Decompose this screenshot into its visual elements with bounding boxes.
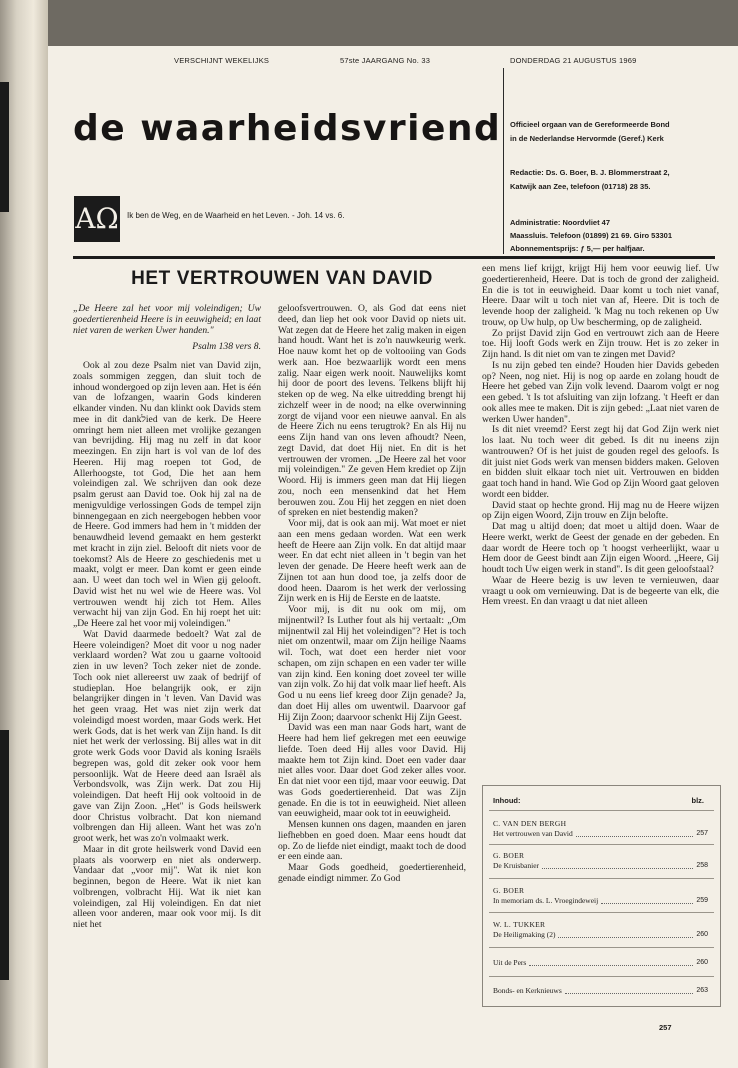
toc-item[interactable] — [493, 986, 708, 996]
organ-line-2: in de Nederlandse Hervormde (Geref.) Kerk — [510, 134, 664, 143]
toc-page: 257 — [696, 830, 708, 837]
toc-label: Inhoud: — [493, 796, 521, 805]
newspaper-page — [48, 46, 738, 1068]
paragraph: Zo prijst David zijn God en vertrouwt zich aan de Heere toe. Hij looft Gods werk en Zijn trouw. Het is zo zeker in Zijn hand. Is dit niet om van te zingen met David? — [482, 327, 719, 360]
toc-item[interactable] — [493, 886, 708, 906]
toc-title: De Kruisbanier — [493, 861, 540, 870]
toc-title: Bonds- en Kerknieuws — [493, 986, 562, 995]
toc-page: 259 — [696, 897, 708, 904]
spine-bar-bottom — [0, 730, 9, 980]
toc-page: 260 — [696, 931, 708, 938]
article-column-3 — [482, 264, 719, 608]
toc-title: Uit de Pers — [493, 958, 527, 967]
toc-item[interactable] — [493, 819, 708, 839]
article-title: HET VERTROUWEN VAN DAVID — [131, 268, 433, 289]
admin-line-1: Administratie: Noordvliet 47 — [510, 218, 611, 227]
toc-author: W. L. TUKKER — [493, 920, 546, 929]
toc-page: 258 — [696, 862, 708, 869]
toc-author: G. BOER — [493, 851, 525, 860]
toc-header — [493, 796, 710, 805]
epigraph-reference: Psalm 138 vers 8. — [192, 341, 261, 353]
masthead-title: de waarheidsvriend — [73, 108, 502, 149]
paragraph: geloofsvertrouwen. O, als God dat eens niet deed, dan liep het ook voor David op niets uit. Wat zegen dat de Heere het zalig maken in eigen hand houdt. Want het is zo'n nauwkeurig werk. Hoe nauw komt het op de voltooiing van Gods werk aan. Hoe bezwaarlijk wordt een mens zalig. Naar eigen werk nooit. Nauwelijks komt hij door de poort des levens. Telkens blijft hij steken op de weg. Na elke uitredding brengt hij zichzelf weer in de nood; na elke overwinning zorgt de vijand voor een nieuwe aanval. En als de Heere Zich nu eens terugtrok? En als Hij nu eens Zijn hand van ons leven afhoudt? Neen, zegt David, dat doet Hij niet. En dit is het vertrouwen der vromen. „De Heere zal het voor mij voleindigen." Ze geven Hem krediet op Zijn Woord. Hij is immers geen man dat Hij liegen zou, noch een mensenkind dat het Hem berouwen zou. Zou Hij het zeggen en niet doen of spreken en niet bestendig maken? — [278, 303, 466, 519]
toc-author: G. BOER — [493, 886, 525, 895]
toc-divider — [489, 976, 714, 977]
page-number: 257 — [659, 1023, 672, 1032]
redactie-line-2: Katwijk aan Zee, telefoon (01718) 28 35. — [510, 182, 651, 191]
paragraph: een mens lief krijgt, krijgt Hij hem voor eeuwig lief. Uw goedertierenheid, Heere. Dat is toch de grond der zaligheid. En die is tot in eeuwigheid. Daar komt u toch niet vanaf, Heere. Daar wilt u toch niet van af, Heere. Dit is toch de levende hoop der zaligheid. 'k Mag nu toch rekenen op Uw trouw, op Uw hulp, op Uw bescherming, op de zaligheid. — [482, 263, 719, 328]
paragraph: Waar de Heere bezig is uw leven te vernieuwen, daar vraagt u ook om vernieuwing. Dat is de begeerte van elk, die Hem vreest. En dan vraagt u dat niet alleen — [482, 574, 719, 608]
header-frequency: VERSCHIJNT WEKELIJKS — [174, 56, 270, 65]
paragraph: Ook al zou deze Psalm niet van David zijn, zoals sommigen zeggen, dan sluit toch de inhoud wondergoed op zijn leven aan. Het is één van de lofzangen, waarin Gods kinderen elkander vinden. Nu dan klinkt ook Davids stem mee in dit dankלied van de kerk. De Heere omringt hem niet alleen met vrolijke gezangen van bevrijding. Hij mag nu zelf in dat koor meezingen. En zijn hart is vol van de lof des Heeren. Hij mag roepen tot God, de Allerhoogste, tot God, Die het aan hem voleindigen zal. We schrijven dan ook deze psalm gerust aan David toe. Ook hij zal na de menigvuldige verlossingen Gods de tempel zijn binnengegaan en zich neergebogen hebben voor de Heere. God immers had hem in 't midden der benauwdheid levend gemaakt en hem gesterkt met kracht in zijn ziel. Belooft dit niets voor de toekomst? Als de Heere zo geschiedenis met u maakt, volgt er meer. Dan komt er geen einde aan. U weet dan toch wel in Wien gij gelooft. David wist het nu wel wie de Heere was. Vol vertrouwen wendt hij zich tot Hem. Alles verwacht hij van zijn God. En hij roept het uit: „De Heere zal het voor mij voleindigen." — [73, 360, 261, 629]
toc-page: 263 — [696, 987, 708, 994]
toc-title: De Heiligmaking (2) — [493, 930, 556, 939]
article-column-2 — [278, 304, 466, 885]
toc-divider — [489, 810, 714, 811]
binding-spine — [0, 0, 48, 1068]
toc-divider — [489, 947, 714, 948]
paragraph: Mensen kunnen ons dagen, maanden en jaren liefhebben en goed doen. Maar eens houdt dat op. Zo de liefde niet eindigt, maakt toch de dood er een einde aan. — [278, 819, 466, 863]
article-column-1 — [73, 304, 261, 931]
organ-line-1: Officieel orgaan van de Gereformeerde Bond — [510, 120, 670, 129]
toc-title: In memoriam ds. L. Vroegindeweij — [493, 896, 599, 905]
header-volume: 57ste JAARGANG No. 33 — [340, 56, 431, 65]
paragraph: Maar Gods goedheid, goedertierenheid, genade eindigt nimmer. Zo God — [278, 862, 466, 884]
paragraph: Wat David daarmede bedoelt? Wat zal de Heere voleindigen? Moet dit voor u nog nader verklaard worden? Wat zou u gaarne voltooid zien in uw leven? Toch zeker niet de zonde. Toch ook niet allereerst uw zaak of bedrijf of studieplan. Hoe belangrijk ook, er zijn belangrijker dingen in 't leven. Van David was het geen vraag. Het was niet zijn werk dat voleindigd moest worden, maar Gods werk. Het werk Gods, dat is het werk van Zijn hand. Is dit niet het werk der verlossing. Bij alles wat in dit grote werk Gods voor David als koning Israëls begrepen was, gold dit zeker ook voor hem persoonlijk. Wat de Heere deed aan Israël als Verbondsvolk, was Zijn werk. Dat zou Hij voleindigen. Dat heeft Hij ook voltooid in de gave van Zijn Zoon. „Het" is Gods heilswerk door Christus volbracht. Dat kon niemand volbrengen dan Hij alleen. Want het was zo'n groot werk, het was zo'n volmaakt werk. — [73, 628, 261, 844]
admin-line-2: Maassluis. Telefoon (01899) 21 69. Giro 53301 — [510, 231, 673, 240]
toc-item[interactable] — [493, 958, 708, 968]
paragraph: David staat op hechte grond. Hij mag nu de Heere wijzen op Zijn eigen Woord, Zijn trouw en Zijn belofte. — [482, 499, 719, 522]
paragraph: Voor mij, is dit nu ook om mij, om mijnentwil? Is Luther fout als hij vertaalt: „Om mijnentwil zal Hij het voleindigen"? Het is toch niet om onzentwil, maar om Zijn heilige Naams wil. Toch, wat doet een herder niet voor schapen, om zijn schapen en een vader ter wille van zijn kind. Een koning doet zoveel ter wille van zijn volk. Zo hij dat volk maar lief heeft. Als God u nu eens lief kreeg door Zijn genade? Ja, dan doet Hij alles om uwentwil. Daarvoor gaf Hij Zijn Zoon; daarvoor schenkt Hij Zijn Geest. — [278, 604, 466, 723]
masthead-motto: Ik ben de Weg, en de Waarheid en het Leven. - Joh. 14 vs. 6. — [127, 211, 345, 220]
epigraph-quote: „De Heere zal het voor mij voleindigen; Uw goedertierenheid Heere is in eeuwigheid; en laat niet varen de werken Uwer handen." — [73, 303, 261, 336]
toc-divider — [489, 878, 714, 879]
toc-item[interactable] — [493, 920, 708, 940]
header-date: DONDERDAG 21 AUGUSTUS 1969 — [510, 56, 637, 65]
spine-bar-top — [0, 82, 9, 212]
toc-author: C. VAN DEN BERGH — [493, 819, 567, 828]
masthead-divider — [503, 68, 504, 254]
toc-page: 260 — [696, 959, 708, 966]
toc-title: Het vertrouwen van David — [493, 829, 573, 838]
paragraph: Voor mij, dat is ook aan mij. Wat moet er niet aan een mens gedaan worden. Wat een werk heeft de Heere aan Zijn volk. En dat altijd maar weer. En dat echt niet alleen in 't begin van het leven der genade. De Heere heeft werk aan de Zijnen tot aan hun dood toe, ja zelfs door de dood heen. Daarom is het werk der verlossing Zijn werk en is Hij de Eerste en de laatste. — [278, 518, 466, 605]
table-of-contents — [482, 785, 721, 1007]
paragraph: Dat mag u altijd doen; dat moet u altijd doen. Waar de Heere werkt, werkt de Geest der genade en der gebeden. En daar wordt de Heere toch op 't hoogst verheerlijkt, waar u Hem door de Geest bindt aan Zijn eigen Woord. „Heere, Gij houdt toch Uw eigen werk in stand". Is dit geen geloofstaal? — [482, 521, 719, 575]
redactie-line-1: Redactie: Ds. G. Boer, B. J. Blommerstraat 2, — [510, 168, 670, 177]
alpha-omega-logo: ΑΩ — [74, 196, 120, 242]
toc-item[interactable] — [493, 851, 708, 871]
paragraph: Maar in dit grote heilswerk vond David een plaats als voorwerp en niet als onderwerp. Vandaar dat „voor mij". Wat ik niet kon beginnen, begon de Heere. Wat ik niet kan volbrengen, volbracht Hij. Wat ik niet kan voleindigen, zal Hij voleindigen. En dat niet alleen voor anderen, maar ook voor mij. Is dit niet het — [73, 843, 261, 930]
toc-divider — [489, 844, 714, 845]
paragraph: David was een man naar Gods hart, want de Heere had hem lief gekregen met een eeuwige liefde. Toen deed Hij alles voor David. Hij maakte hem tot Zijn kind. Doet een vader daar niet alles voor. Daar doet God zeker alles voor. En dat niet voor een tijd, maar voor eeuwig. Dat was Gods goedertierenheid. Dat was Zijn genade. En die is tot in eeuwigheid. Niet alleen van eeuwigheid, maar ook tot in eeuwigheid. — [278, 722, 466, 820]
masthead-rule — [73, 256, 715, 259]
paragraph: Is nu zijn gebed ten einde? Houden hier Davids gebeden op? Neen, nog niet. Hij is nog op aarde en zolang houdt de Heere het gebed van Zijn volk levend. Daarom volgt er nog een gebed. 't Is tot afsluiting van zijn lofzang. 't Heeft er dan ook alles mee te maken. Dit is zijn gebed: „Laat niet varen de werken Uwer handen". — [482, 359, 719, 425]
subscription-price: Abonnementsprijs: ƒ 5,— per halfjaar. — [510, 244, 645, 253]
toc-divider — [489, 912, 714, 913]
paragraph: Is dit niet vreemd? Eerst zegt hij dat God Zijn werk niet los laat. Nu toch weer dit gebed. Is dit nu ineens zijn wantrouwen? Of is het juist de gouden regel des geloofs. Is dit juist niet Gods werk van mensen bidders maken. Geloven en bidden sluit elkaar toch niet uit. Vertrouwen en bidden gaat toch hand in hand. Wie God op Zijn Woord gaat geloven wordt een bidder. — [482, 424, 719, 500]
toc-page-label: blz. — [691, 796, 704, 805]
